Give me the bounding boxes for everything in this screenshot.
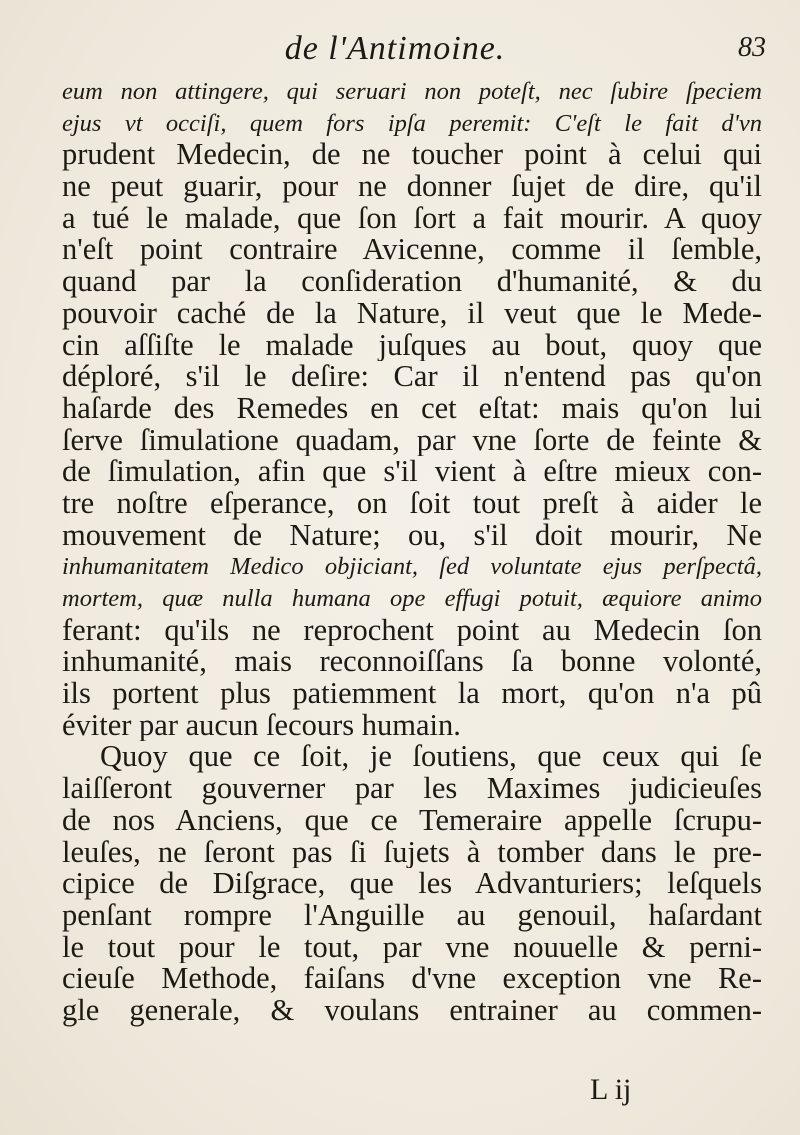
page-number: 83	[738, 32, 766, 63]
text-line: éviter par aucun ſecours humain.	[62, 709, 461, 742]
text-line: tre noſtre eſperance, on ſoit tout preſt à aider le	[62, 487, 762, 520]
text-line: n'eſt point contraire Avicenne, comme il ſemble,	[62, 234, 762, 267]
text-line: inhumanitatem Medico objiciant, ſed voluntate ejus perſpectâ,	[62, 553, 762, 581]
text-line: cieuſe Methode, faiſans d'vne exception vne Re-	[62, 963, 762, 995]
text-line: a tué le malade, que ſon ſort a fait mourir. A quoy	[62, 202, 762, 235]
text-line: ils portent plus patiemment la mort, qu'on n'a pû	[62, 678, 762, 710]
text-line: prudent Medecin, de ne toucher point à celui qui	[62, 139, 762, 172]
text-line: ferant: qu'ils ne reprochent point au Medecin ſon	[62, 614, 762, 647]
text-line: ne peut guarir, pour ne donner ſujet de dire, qu'il	[62, 171, 762, 203]
text-line: Quoy que ce ſoit, je ſoutiens, que ceux qui ſe	[100, 741, 762, 774]
text-line: de nos Anciens, que ce Temeraire appelle ſcrupu-	[62, 804, 762, 837]
text-line: leuſes, ne ſeront pas ſi ſujets à tomber dans le pre-	[62, 836, 762, 869]
running-title: de l'Antimoine.	[284, 30, 506, 67]
text-line: ſerve ſimulatione quadam, par vne ſorte de feinte &	[62, 424, 762, 457]
text-line: laiſſeront gouverner par les Maximes judicieuſes	[62, 773, 762, 805]
text-line: penſant rompre l'Anguille au genouil, haſardant	[62, 899, 762, 932]
text-line: cin aſſiſte le malade juſques au bout, quoy que	[62, 329, 762, 362]
text-line: pouvoir caché de la Nature, il veut que le Mede-	[62, 297, 762, 330]
text-line: eum non attingere, qui seruari non poteſt, nec ſubire ſpeciem	[62, 78, 762, 105]
text-line: mouvement de Nature; ou, s'il doit mourir, Ne	[62, 519, 762, 552]
body-text	[62, 76, 762, 1027]
text-line: gle generale, & voulans entrainer au commen-	[62, 994, 762, 1027]
text-line: haſarde des Remedes en cet eſtat: mais qu'on lui	[62, 392, 762, 425]
page-header	[180, 22, 770, 70]
text-line: mortem, quæ nulla humana ope effugi potuit, æquiore animo	[62, 585, 762, 612]
signature-mark: L ij	[590, 1073, 632, 1106]
text-line: quand par la conſideration d'humanité, & du	[62, 266, 762, 298]
text-line: ejus vt occiſi, quem fors ipſa peremit: C'eſt le fait d'vn	[62, 109, 762, 137]
text-line: inhumanité, mais reconnoiſſans ſa bonne volonté,	[62, 646, 762, 679]
text-line: le tout pour le tout, par vne nouuelle & perni-	[62, 931, 762, 964]
text-line: de ſimulation, afin que s'il vient à eſtre mieux con-	[62, 456, 762, 488]
text-line: déploré, s'il le deſire: Car il n'entend pas qu'on	[62, 361, 762, 393]
text-line: cipice de Diſgrace, que les Advanturiers; leſquels	[62, 868, 762, 900]
